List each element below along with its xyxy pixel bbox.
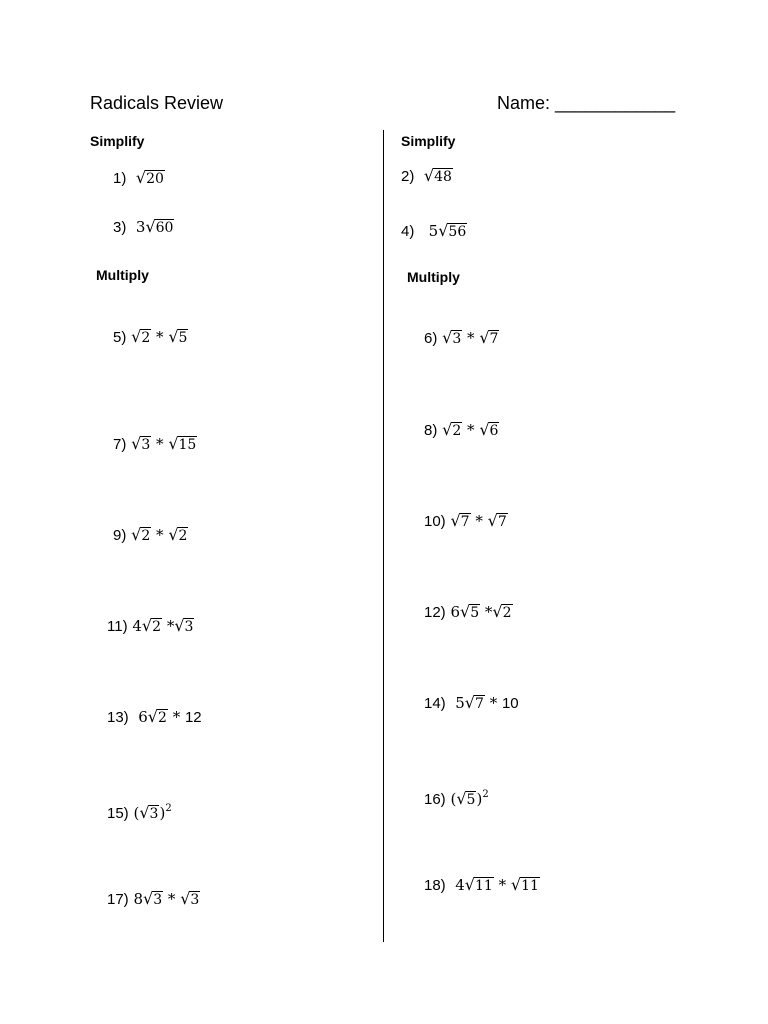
multiply-operator: * bbox=[484, 603, 493, 621]
radical-sign-icon: √ bbox=[487, 511, 498, 530]
radical-sign-icon: √ bbox=[143, 889, 154, 908]
radicand: 2 bbox=[141, 528, 151, 544]
close-paren: ) bbox=[476, 790, 483, 808]
worksheet-title: Radicals Review bbox=[90, 93, 224, 113]
multiply-operator: * bbox=[166, 617, 175, 635]
radicand: 2 bbox=[178, 528, 188, 544]
radical-expression bbox=[479, 329, 499, 347]
radical-sign-icon: √ bbox=[423, 166, 435, 185]
radicand: 11 bbox=[521, 878, 539, 894]
problem-number: 18) bbox=[424, 877, 446, 894]
radical-sign-icon: √ bbox=[492, 602, 503, 621]
coefficient: 4 bbox=[132, 617, 142, 635]
problem-number: 6) bbox=[424, 330, 438, 347]
radicand: 2 bbox=[141, 330, 151, 346]
radical-sign-icon: √ bbox=[180, 889, 191, 908]
problem-number: 7) bbox=[113, 436, 127, 453]
open-paren: ( bbox=[450, 790, 457, 808]
multiply-operator: * bbox=[156, 435, 164, 453]
radical-sign-icon: √ bbox=[131, 327, 142, 346]
radicand: 2 bbox=[452, 423, 462, 439]
radicand: 7 bbox=[489, 331, 499, 347]
multiply-operator: * bbox=[172, 708, 181, 726]
radicand: 7 bbox=[460, 514, 470, 530]
radical-sign-icon: √ bbox=[168, 327, 179, 346]
radicand: 7 bbox=[474, 696, 484, 712]
open-paren: ( bbox=[133, 804, 140, 822]
radical-sign-icon: √ bbox=[479, 420, 490, 439]
problem-15 bbox=[107, 799, 172, 824]
problem-8 bbox=[424, 420, 499, 441]
radical-expression bbox=[511, 876, 540, 894]
radical-expression bbox=[460, 603, 480, 621]
problem-number: 13) bbox=[107, 709, 129, 726]
radical-expression bbox=[136, 169, 165, 187]
problem-number: 10) bbox=[424, 513, 446, 530]
radicand: 7 bbox=[497, 514, 507, 530]
problem-number: 12) bbox=[424, 604, 446, 621]
radical-expression bbox=[174, 617, 194, 635]
radicand: 3 bbox=[141, 437, 151, 453]
problem-18 bbox=[424, 875, 540, 896]
multiply-operator: * bbox=[489, 694, 498, 712]
radical-expression bbox=[145, 218, 174, 236]
radicand: 2 bbox=[152, 619, 162, 635]
problem-7 bbox=[113, 434, 197, 455]
radical-sign-icon: √ bbox=[131, 525, 142, 544]
radical-sign-icon: √ bbox=[464, 693, 475, 712]
radicand: 5 bbox=[466, 792, 476, 808]
problem-number: 5) bbox=[113, 329, 127, 346]
problem-10 bbox=[424, 511, 508, 532]
problem-number: 14) bbox=[424, 695, 446, 712]
radical-sign-icon: √ bbox=[510, 875, 522, 894]
radical-sign-icon: √ bbox=[456, 789, 467, 808]
problem-number: 11) bbox=[107, 618, 128, 635]
problem-number: 1) bbox=[113, 170, 127, 187]
multiply-operator: * bbox=[156, 328, 164, 346]
problem-number: 8) bbox=[424, 422, 438, 439]
radical-sign-icon: √ bbox=[131, 434, 142, 453]
radicand: 6 bbox=[489, 423, 499, 439]
radical-sign-icon: √ bbox=[442, 420, 453, 439]
radicand: 2 bbox=[157, 710, 167, 726]
name-field-label: Name: ____________ bbox=[497, 93, 676, 113]
left-simplify-heading: Simplify bbox=[90, 133, 145, 149]
multiply-operator: * bbox=[156, 526, 164, 544]
multiplier: 10 bbox=[501, 695, 519, 712]
coefficient: 8 bbox=[133, 890, 144, 908]
radical-expression bbox=[180, 890, 200, 908]
radicand: 3 bbox=[184, 619, 194, 635]
radicand: 20 bbox=[146, 171, 164, 187]
problem-number: 3) bbox=[113, 219, 127, 236]
radical-sign-icon: √ bbox=[442, 328, 453, 347]
multiply-operator: * bbox=[167, 890, 176, 908]
radical-expression bbox=[465, 694, 485, 712]
coefficient: 6 bbox=[138, 708, 148, 726]
radicand: 3 bbox=[149, 806, 159, 822]
problem-number: 17) bbox=[107, 891, 129, 908]
left-multiply-heading: Multiply bbox=[96, 267, 149, 283]
radical-expression bbox=[168, 435, 197, 453]
exponent: 2 bbox=[165, 803, 172, 814]
problem-6 bbox=[424, 328, 499, 349]
multiply-operator: * bbox=[498, 876, 507, 894]
problem-17 bbox=[107, 889, 200, 910]
problem-4 bbox=[401, 221, 467, 242]
radicand: 15 bbox=[178, 437, 197, 453]
radical-expression bbox=[139, 804, 159, 822]
radical-expression bbox=[442, 421, 462, 439]
radical-sign-icon: √ bbox=[464, 875, 475, 894]
coefficient: 5 bbox=[428, 222, 439, 240]
exponent: 2 bbox=[482, 789, 489, 800]
problem-2 bbox=[401, 166, 453, 187]
problem-5 bbox=[113, 327, 188, 348]
radical-expression bbox=[442, 329, 462, 347]
problem-1 bbox=[113, 168, 165, 189]
problem-number: 2) bbox=[401, 168, 415, 185]
radical-sign-icon: √ bbox=[479, 328, 490, 347]
problem-number: 4) bbox=[401, 223, 415, 240]
right-simplify-heading: Simplify bbox=[401, 133, 456, 149]
multiply-operator: * bbox=[467, 421, 475, 439]
radical-expression bbox=[168, 328, 188, 346]
radical-expression bbox=[424, 167, 453, 185]
radical-expression bbox=[131, 435, 151, 453]
coefficient: 4 bbox=[455, 876, 465, 894]
problem-16 bbox=[424, 785, 489, 810]
radical-expression bbox=[142, 617, 162, 635]
radicand: 5 bbox=[470, 605, 480, 621]
problem-13 bbox=[107, 707, 202, 728]
radical-sign-icon: √ bbox=[147, 707, 158, 726]
radicand: 11 bbox=[474, 878, 493, 894]
radical-expression bbox=[131, 526, 151, 544]
radical-sign-icon: √ bbox=[135, 168, 147, 187]
radical-expression bbox=[131, 328, 151, 346]
problem-11 bbox=[107, 616, 194, 637]
multiply-operator: * bbox=[467, 329, 475, 347]
radicand: 3 bbox=[190, 892, 200, 908]
problem-number: 16) bbox=[424, 791, 446, 808]
close-paren: ) bbox=[159, 804, 166, 822]
problem-12 bbox=[424, 602, 513, 623]
column-divider bbox=[383, 130, 384, 942]
radicand: 5 bbox=[178, 330, 188, 346]
radical-expression bbox=[456, 790, 476, 808]
radical-sign-icon: √ bbox=[139, 803, 150, 822]
radicand: 2 bbox=[502, 605, 512, 621]
coefficient: 3 bbox=[135, 218, 146, 236]
multiplier: 12 bbox=[184, 709, 202, 726]
radicand: 56 bbox=[448, 224, 467, 240]
problem-9 bbox=[113, 525, 188, 546]
radical-expression bbox=[492, 603, 512, 621]
radical-expression bbox=[148, 708, 168, 726]
problem-3 bbox=[113, 217, 174, 238]
radical-sign-icon: √ bbox=[460, 602, 471, 621]
radical-expression bbox=[450, 512, 470, 530]
radical-expression bbox=[488, 512, 508, 530]
radical-sign-icon: √ bbox=[141, 616, 153, 635]
radical-expression bbox=[438, 222, 467, 240]
problem-14 bbox=[424, 693, 519, 714]
radical-sign-icon: √ bbox=[168, 525, 179, 544]
radical-sign-icon: √ bbox=[168, 434, 179, 453]
coefficient: 5 bbox=[455, 694, 465, 712]
radicand: 3 bbox=[452, 331, 462, 347]
radical-sign-icon: √ bbox=[145, 217, 156, 236]
problem-number: 15) bbox=[107, 805, 129, 822]
multiply-operator: * bbox=[475, 512, 483, 530]
radical-expression bbox=[465, 876, 494, 894]
coefficient: 6 bbox=[450, 603, 461, 621]
radical-sign-icon: √ bbox=[438, 221, 449, 240]
radical-sign-icon: √ bbox=[174, 616, 185, 635]
radical-expression bbox=[168, 526, 188, 544]
radical-expression bbox=[479, 421, 499, 439]
radicand: 3 bbox=[153, 892, 163, 908]
right-multiply-heading: Multiply bbox=[407, 269, 460, 285]
radical-expression bbox=[143, 890, 163, 908]
problem-number: 9) bbox=[113, 527, 127, 544]
radical-sign-icon: √ bbox=[450, 511, 461, 530]
radicand: 60 bbox=[155, 220, 174, 236]
radicand: 48 bbox=[434, 169, 452, 185]
